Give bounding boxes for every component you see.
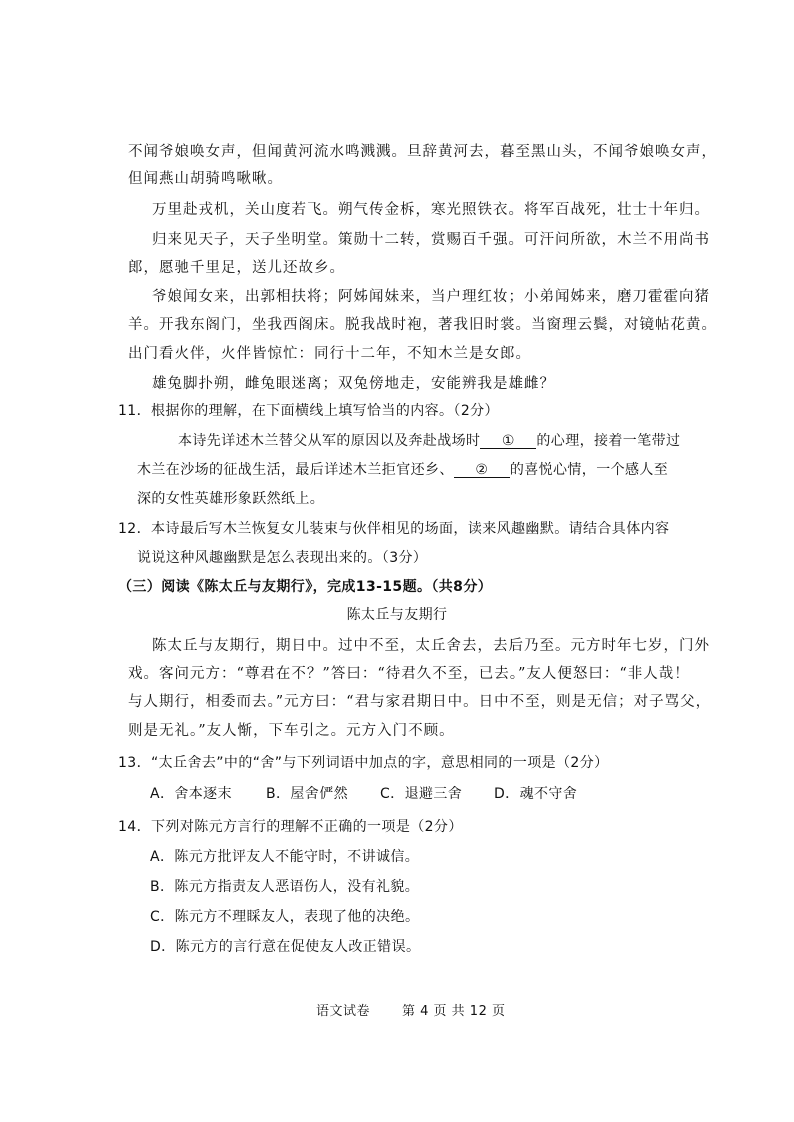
option-c[interactable]: C．退避三舍 — [380, 786, 463, 802]
passage-line: 则是无礼。”友人惭，下车引之。元方入门不顾。 — [128, 723, 455, 739]
option-d[interactable]: D．魂不守舍 — [494, 786, 578, 802]
poem-line: 但闻燕山胡骑鸣啾啾。 — [128, 171, 283, 187]
answer-blank-2[interactable]: ② — [454, 463, 510, 478]
option-a[interactable]: A．陈元方批评友人不能守时，不讲诚信。 — [150, 849, 420, 865]
poem-line: 雄兔脚扑朔，雌兔眼迷离；双兔傍地走，安能辨我是雄雌？ — [152, 376, 555, 392]
question-11-text — [178, 430, 680, 450]
question-11-text — [137, 459, 668, 479]
section-heading: （三）阅读《陈太丘与友期行》，完成13-15题。（共8分） — [118, 579, 493, 595]
question-14-stem: 14．下列对陈元方言行的理解不正确的一项是（2分） — [118, 819, 463, 835]
question-12-stem: 说说这种风趣幽默是怎么表现出来的。（3分） — [137, 550, 428, 566]
question-11-text-d: 的喜悦心情，一个感人至 — [509, 462, 669, 478]
poem-line: 郎，愿驰千里足，送儿还故乡。 — [128, 260, 345, 276]
footer-subject: 语文试卷 — [316, 1004, 371, 1019]
option-b[interactable]: B．屋舍俨然 — [266, 786, 349, 802]
poem-line: 不闻爷娘唤女声，但闻黄河流水鸣溅溅。旦辞黄河去，暮至黑山头，不闻爷娘唤女声， — [128, 144, 717, 160]
question-11-text: 深的女性英雄形象跃然纸上。 — [137, 491, 325, 507]
passage-line: 与人期行，相委而去。”元方曰：“君与家君期日中。日中不至，则是无信；对子骂父， — [128, 694, 712, 710]
passage-line: 戏。客问元方：“尊君在不？”答曰：“待君久不至，已去。”友人便怒曰：“非人哉！ — [128, 666, 690, 682]
poem-line: 羊。开我东阁门，坐我西阁床。脱我战时袍，著我旧时裳。当窗理云鬓，对镜帖花黄。 — [128, 317, 717, 333]
question-13-stem: 13．“太丘舍去”中的“舍”与下列词语中加点的字，意思相同的一项是（2分） — [118, 755, 609, 771]
question-12-stem: 12．本诗最后写木兰恢复女儿装束与伙伴相见的场面，读来风趣幽默。请结合具体内容 — [118, 521, 670, 537]
poem-line: 爷娘闻女来，出郭相扶将；阿姊闻妹来，当户理红妆；小弟闻姊来，磨刀霍霍向猪 — [152, 289, 710, 305]
question-11-text-b: 的心理，接着一笔带过 — [536, 433, 681, 449]
poem-line: 出门看火伴，火伴皆惊忙：同行十二年，不知木兰是女郎。 — [128, 346, 531, 362]
poem-line: 万里赴戎机，关山度若飞。朔气传金柝，寒光照铁衣。将军百战死，壮士十年归。 — [152, 202, 710, 218]
question-11-text-a: 本诗先详述木兰替父从军的原因以及奔赴战场时 — [178, 433, 481, 449]
answer-blank-1[interactable]: ① — [480, 434, 536, 449]
option-b[interactable]: B．陈元方指责友人恶语伤人，没有礼貌。 — [150, 879, 420, 895]
question-13-options — [150, 783, 577, 803]
footer-page-number: 第 4 页 共 12 页 — [402, 1004, 506, 1019]
passage-line: 陈太丘与友期行，期日中。过中不至，太丘舍去，去后乃至。元方时年七岁，门外 — [152, 638, 710, 654]
poem-line: 归来见天子，天子坐明堂。策勋十二转，赏赐百千强。可汗问所欲，木兰不用尚书 — [152, 232, 710, 248]
question-11-stem: 11．根据你的理解，在下面横线上填写恰当的内容。（2分） — [118, 403, 499, 419]
option-a[interactable]: A．舍本逐末 — [150, 786, 232, 802]
option-c[interactable]: C．陈元方不理睬友人，表现了他的决绝。 — [150, 909, 420, 925]
passage-title: 陈太丘与友期行 — [346, 607, 448, 623]
option-d[interactable]: D．陈元方的言行意在促使友人改正错误。 — [150, 939, 421, 955]
question-11-text-c: 木兰在沙场的征战生活，最后详述木兰拒官还乡、 — [137, 462, 454, 478]
